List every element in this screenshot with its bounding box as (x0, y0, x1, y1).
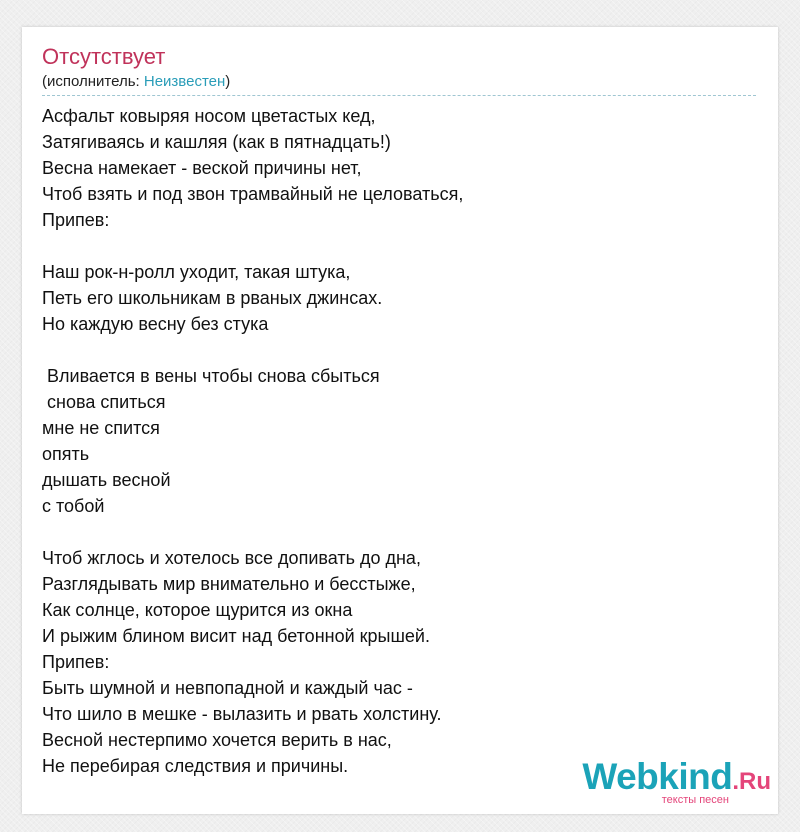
logo-tagline: тексты песен (661, 794, 729, 806)
lyric-line: дышать весной (42, 470, 171, 490)
webkind-logo[interactable] (571, 758, 771, 810)
lyric-line: Чтоб жглось и хотелось все допивать до дна, (42, 548, 421, 568)
lyric-line: Припев: (42, 652, 110, 672)
lyric-line: опять (42, 444, 90, 464)
lyric-line: снова спиться (42, 392, 166, 412)
lyric-line: Что шило в мешке - вылазить и рвать холстину. (42, 704, 442, 724)
lyric-line: Быть шумной и невпопадной и каждый час - (42, 678, 413, 698)
lyrics-text (42, 103, 756, 779)
lyric-line: мне не спится (42, 418, 160, 438)
lyric-line: Весна намекает - веской причины нет, (42, 158, 362, 178)
lyric-line: Чтоб взять и под звон трамвайный не целоваться, (42, 184, 464, 204)
lyric-line: Как солнце, которое щурится из окна (42, 600, 353, 620)
lyrics-card (22, 27, 778, 814)
artist-line (42, 72, 230, 92)
logo-tld: .Ru (732, 768, 771, 795)
lyric-line (42, 519, 756, 545)
lyric-line: Весной нестерпимо хочется верить в нас, (42, 730, 392, 750)
lyric-line: Петь его школьникам в рваных джинсах. (42, 288, 383, 308)
lyric-line: Затягиваясь и кашляя (как в пятнадцать!) (42, 132, 391, 152)
lyric-line: Не перебирая следствия и причины. (42, 756, 349, 776)
divider (42, 95, 756, 96)
artist-prefix: (исполнитель: (42, 73, 144, 90)
lyric-line: Наш рок-н-ролл уходит, такая штука, (42, 262, 351, 282)
lyric-line: Асфальт ковыряя носом цветастых кед, (42, 106, 376, 126)
artist-suffix: ) (225, 73, 231, 90)
song-title: Отсутствует (42, 44, 166, 69)
lyric-line: с тобой (42, 496, 105, 516)
logo-main-text: Webkind (582, 756, 733, 797)
artist-link[interactable]: Неизвестен (143, 73, 226, 90)
lyric-line: И рыжим блином висит над бетонной крышей. (42, 626, 430, 646)
lyric-line (42, 337, 756, 363)
lyric-line: Но каждую весну без стука (42, 314, 269, 334)
lyric-line: Припев: (42, 210, 110, 230)
lyric-line: Вливается в вены чтобы снова сбыться (42, 366, 380, 386)
lyric-line (42, 233, 756, 259)
lyric-line: Разглядывать мир внимательно и бесстыже, (42, 574, 416, 594)
